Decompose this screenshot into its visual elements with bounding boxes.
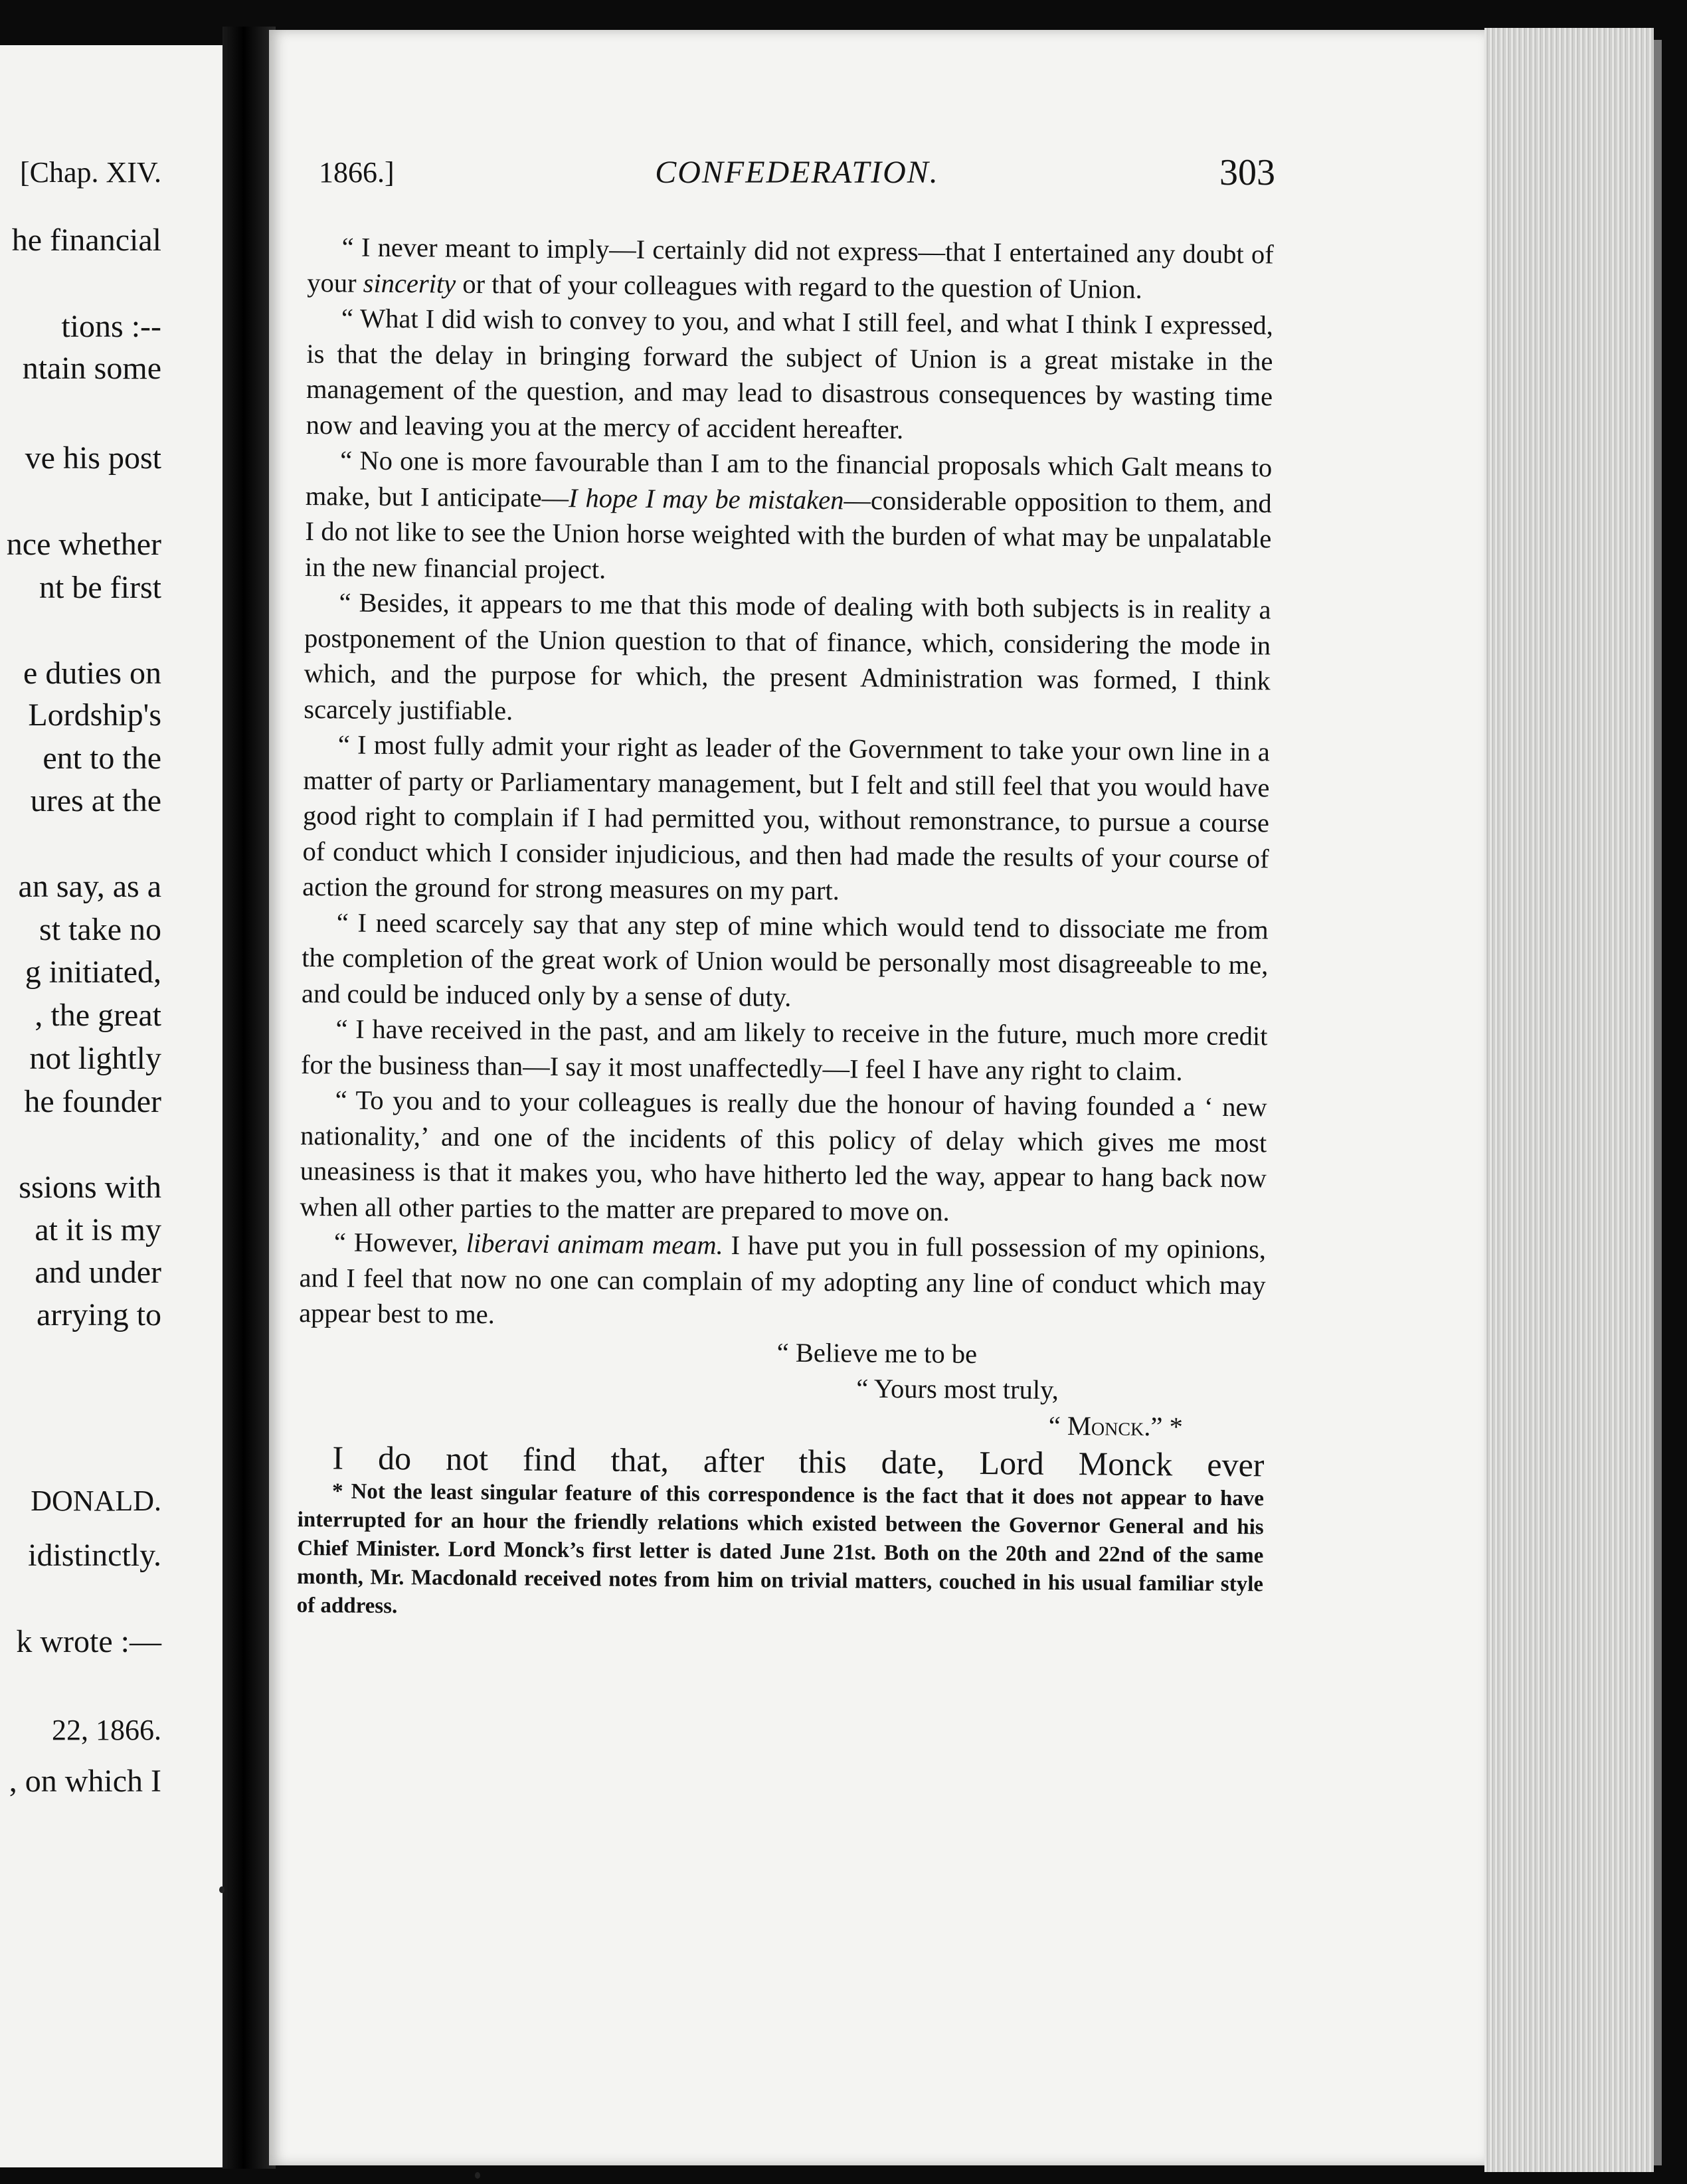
signature: “ Monck.” * xyxy=(1048,1410,1183,1441)
closing-line: “ Yours most truly, xyxy=(856,1373,1059,1405)
letter-paragraph: “ No one is more favourable than I am to the financial proposals which Galt means to make, but I anticipate—I hope I may be mistaken—considerable opposition to them, and I do not like to see the Union horse weighted with the burden of what may be unpalatable in the new financial project. xyxy=(304,445,1273,585)
book-cover-edge xyxy=(1654,40,1662,2165)
left-page-line: arrying to xyxy=(37,1297,161,1332)
left-page-line: ntain some xyxy=(22,351,161,386)
running-head-year: 1866.] xyxy=(319,156,395,189)
left-page-line: an say, as a xyxy=(18,869,161,904)
resumed-narrative: I do not find that, after this date, Lord Monck ever xyxy=(332,1439,1265,1484)
left-page-header: [Chap. XIV. xyxy=(19,156,161,189)
left-page-line: ures at the xyxy=(30,783,161,818)
left-page-line: ssions with xyxy=(19,1170,161,1205)
page-number: 303 xyxy=(1219,152,1275,193)
left-page-line: e duties on xyxy=(23,656,161,691)
page-speck xyxy=(219,1886,224,1893)
left-page-line: he financial xyxy=(11,223,161,258)
page-speck xyxy=(475,2172,480,2179)
left-page-line: nt be first xyxy=(39,570,161,605)
letter-paragraph: “ I need scarcely say that any step of mine which would tend to dissociate me from the completion of the great work of Union would be personally most disagreeable to me, and could be induced only by a sense of duty. xyxy=(301,907,1269,1012)
left-page-line: nce whether xyxy=(6,527,161,562)
left-page-line: 22, 1866. xyxy=(52,1714,161,1746)
left-page-line: tions :-- xyxy=(61,309,161,344)
left-page-line: ve his post xyxy=(25,440,161,476)
page-edges xyxy=(1484,28,1654,2172)
letter-paragraph: “ To you and to your colleagues is really due the honour of having founded a ‘ new nationality,’ and one of the incidents of this policy of delay which gives me most uneasiness is that it makes you, who have hitherto led the way, appear to hang back now when all other parties to the matter are prepared to move on. xyxy=(300,1085,1267,1227)
letter-body xyxy=(297,229,1274,1627)
left-page-line: DONALD. xyxy=(31,1485,161,1517)
running-head xyxy=(319,151,1275,191)
footnote: * Not the least singular feature of this correspondence is the fact that it does not appear to have interrupted for an hour the friendly relations which existed between the Governor General and his Chief Minister. Lord Monck’s first letter is dated June 21st. Both on the 20th and 22nd of the same month, Mr. Macdonald received notes from him on trivial matters, couched in his usual familiar style of address. xyxy=(296,1479,1265,1619)
left-page-line: , the great xyxy=(35,998,161,1033)
left-page-line: not lightly xyxy=(29,1041,161,1076)
left-page-line: at it is my xyxy=(35,1212,161,1247)
left-page-line: idistinctly. xyxy=(28,1538,161,1573)
left-page-line: , on which I xyxy=(9,1764,161,1799)
letter-paragraph: “ What I did wish to convey to you, and what I still feel, and what I think I expressed, is that the delay in bringing forward the subject of Union is a great mistake in the management of the question, and may lead to disastrous consequences by wasting time now and leaving you at the mercy of accident hereafter. xyxy=(306,303,1274,444)
left-page-line: g initiated, xyxy=(25,955,161,990)
left-page-line: and under xyxy=(35,1255,161,1290)
left-page xyxy=(0,45,222,2167)
letter-paragraph: “ Besides, it appears to me that this mode of dealing with both subjects is in reality a postponement of the Union question to that of finance, which, considering the mode in which, and the purpose for which, the present Administration was formed, I think scarcely justifiable. xyxy=(304,587,1271,725)
left-page-line: Lordship's xyxy=(28,697,161,733)
letter-closing xyxy=(298,1330,1265,1445)
running-head-title: CONFEDERATION. xyxy=(655,155,939,190)
letter-paragraph: “ I never meant to imply—I certainly did not express—that I entertained any doubt of your sincerity or that of your colleagues with regard to the question of Union. xyxy=(307,232,1274,304)
letter-paragraph: “ I have received in the past, and am likely to receive in the future, much more credit for the business than—I say it most unaffectedly—I feel I have any right to claim. xyxy=(300,1014,1268,1086)
left-page-line: he founder xyxy=(24,1084,161,1119)
left-page-line: st take no xyxy=(39,912,161,947)
closing-line: “ Believe me to be xyxy=(776,1337,978,1369)
letter-paragraph: “ I most fully admit your right as leader of the Government to take your own line in a matter of party or Parliamentary management, but I felt and still feel that you would have good right to complain if I had permitted you, without remonstrance, to pursue a course of conduct which I consider injudicious, and then had made the results of your course of action the ground for strong measures on my part. xyxy=(302,729,1271,906)
left-page-line: ent to the xyxy=(43,741,161,776)
letter-paragraph: “ However, liberavi animam meam. I have put you in full possession of my opinions, and I feel that now no one can complain of my adopting any line of conduct which may appear best to me. xyxy=(299,1227,1267,1330)
left-page-line: k wrote :— xyxy=(16,1624,161,1659)
book-gutter xyxy=(222,27,276,2169)
